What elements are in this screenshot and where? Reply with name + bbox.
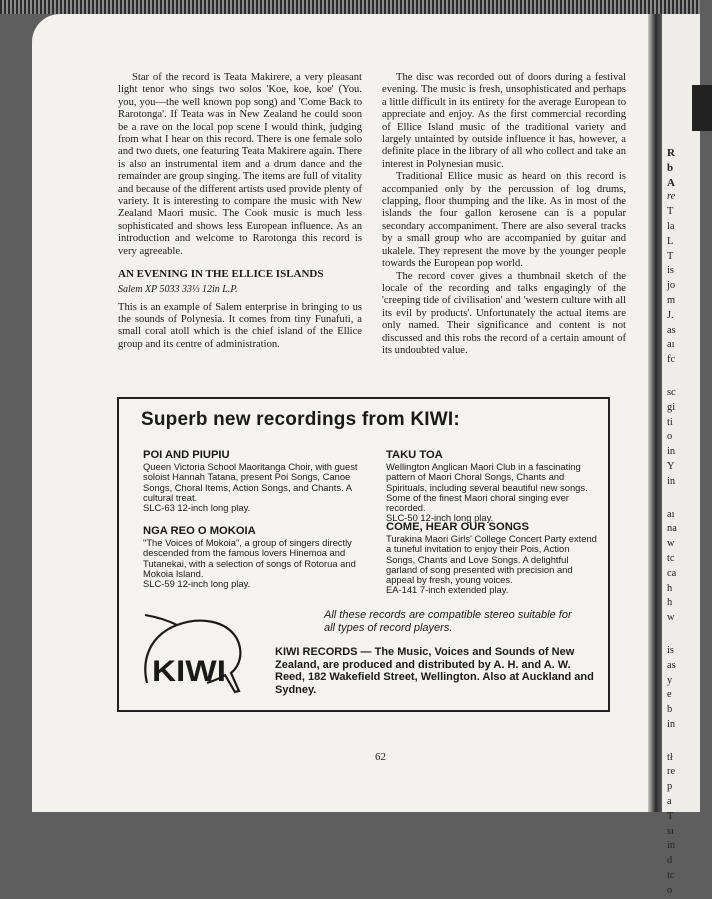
fragment: re	[667, 191, 676, 203]
right-article-column	[382, 72, 626, 357]
fragment: as	[667, 324, 676, 336]
next-page-edge	[662, 14, 700, 896]
ad-record-come-hear-our-songs	[386, 521, 600, 596]
fragment: aı	[667, 339, 675, 351]
fragment: h	[667, 597, 673, 609]
fragment: d	[667, 855, 673, 867]
fragment: is	[667, 265, 674, 277]
fragment: ti	[667, 416, 673, 428]
record-title: COME, HEAR OUR SONGS	[386, 521, 529, 533]
fragment: w	[667, 538, 675, 550]
kiwi-beak	[145, 615, 177, 625]
fragment: e	[667, 689, 672, 701]
fragment: na	[667, 523, 677, 535]
fragment	[667, 490, 707, 508]
fragment: la	[667, 220, 675, 232]
fragment: is	[667, 644, 674, 656]
record-catalog: EA-141 7-inch extended play.	[386, 584, 509, 596]
fragment: in	[667, 840, 676, 852]
ad-record-poi-and-piupiu	[143, 449, 358, 513]
record-title: TAKU TOA	[386, 449, 443, 461]
fragment	[667, 626, 707, 644]
ellice-catalog-line: Salem XP 5033 33⅓ 12in L.P.	[118, 284, 238, 296]
fragment: b	[667, 704, 673, 716]
page-number: 62	[375, 751, 386, 763]
ellice-music-paragraph: Traditional Ellice music as heard on this record is accompanied only by the percussion of log drums, clapping, floor thumping and the like. As in most of the islands the four gallon kerosene can is a popular secondary accompaniment. There are also several tracks by a small group who are accompanied by guitar and ukalele. They represent the move by the younger people towards the European pop world.	[382, 171, 626, 270]
fragment: L	[667, 235, 674, 247]
fragment: b	[667, 161, 674, 174]
fragment: aı	[667, 508, 675, 520]
record-catalog: SLC-63 12-inch long play.	[143, 502, 251, 514]
kiwi-logo-text: KIWI	[152, 655, 226, 688]
record-description: Queen Victoria School Maoritanga Choir, with guest soloist Hannah Tatana, present Poi Songs, Canoe Songs, Choral Items, Action Songs, and Chants. A cultural treat.	[143, 461, 358, 503]
ellice-intro-paragraph: This is an example of Salem enterprise in bringing to us the sounds of Polynesia. It comes from tiny Funafuti, a small coral atoll which is the chief island of the Ellice group and its centre of administration.	[118, 301, 362, 350]
fragment: sı	[667, 825, 674, 837]
kiwi-bird-logo	[139, 613, 249, 695]
record-catalog: SLC-50 12-inch long play.	[386, 512, 494, 524]
fragment: Y	[667, 460, 675, 472]
fragment: T	[667, 206, 674, 218]
fragment: w	[667, 612, 675, 624]
fragment	[667, 733, 707, 751]
fragment: ca	[667, 567, 677, 579]
fragment: tł	[667, 751, 673, 763]
next-page-text-fragments	[667, 146, 707, 899]
fragment: m	[667, 294, 676, 306]
fragment: in	[667, 475, 676, 487]
book-spine-gutter	[648, 14, 662, 812]
stereo-compatibility-note: All these records are compatible stereo suitable for all types of record players.	[324, 609, 572, 634]
record-description: Wellington Anglican Maori Club in a fascinating pattern of Maori Choral Songs, Chants and Spirituals, including several beautiful new songs. Some of the finest Maori choral singing ever recorded.	[386, 461, 588, 514]
fragment: y	[667, 674, 673, 686]
fragment: o	[667, 884, 673, 896]
fragment: as	[667, 659, 676, 671]
fragment: o	[667, 431, 673, 443]
fragment: gi	[667, 401, 676, 413]
fragment: A	[667, 176, 675, 189]
fragment: R	[667, 147, 675, 159]
ellice-review-heading: AN EVENING IN THE ELLICE ISLANDS	[118, 268, 324, 281]
fragment: jo	[667, 280, 676, 292]
fragment: p	[667, 781, 673, 793]
record-description: "The Voices of Mokoia", a group of singers directly descended from the famous lovers Hinemoa and Tutanekai, with a selection of songs of Rotorua and Mokoia Island.	[143, 537, 356, 579]
record-title: POI AND PIUPIU	[143, 449, 230, 461]
fragment: fc	[667, 354, 676, 366]
fragment: T	[667, 250, 674, 262]
record-title: NGA REO O MOKOIA	[143, 525, 256, 537]
fragment-body	[667, 205, 707, 898]
next-page-dark-block	[692, 85, 712, 131]
fragment: h	[667, 582, 673, 594]
record-description: Turakina Maori Girls' College Concert Party extend a tuneful invitation to enjoy their Pois, Action Songs, Chants and Love Songs. A delightful garland of song presented with precision and appeal by fresh, young voices.	[386, 533, 597, 586]
fragment: tc	[667, 552, 675, 564]
ad-record-nga-reo-o-mokoia	[143, 525, 358, 589]
kiwi-records-distribution-info: KIWI RECORDS — The Music, Voices and Sounds of New Zealand, are produced and distributed by A. H. and A. W. Reed, 182 Wakefield Street, Wellington. Also at Auckland and Sydney.	[275, 646, 594, 696]
record-catalog: SLC-59 12-inch long play.	[143, 578, 251, 590]
fragment: J.	[667, 309, 674, 321]
fragment: tc	[667, 870, 675, 882]
scan-top-edge	[0, 0, 700, 14]
fragment: re	[667, 766, 676, 778]
ad-record-taku-toa	[386, 449, 600, 524]
fragment: a	[667, 796, 672, 808]
kiwi-records-advertisement	[117, 397, 610, 712]
ad-headline: Superb new recordings from KIWI:	[141, 409, 460, 430]
fragment: in	[667, 718, 676, 730]
fragment: sc	[667, 386, 676, 398]
rarotonga-review-paragraph: Star of the record is Teata Makirere, a very pleasant light tenor who sings two solos 'Koe, koe, koe' (You. you, you—the well known pop song) and 'Come Back to Rarotonga'. If Teata was in New Zealand he could soon be a rave on the local pop scene I would think, judging from what I hear on this record. There is one female solo and two duets, one featuring Teata Makirere again. There is also an instrumental item and a drum dance and the remainder are group singing. The items are full of vitality and because of the different artists used provide plenty of variety. It is interesting to compare the music with New Zealand Maori music. The Cook music is much less sophisticated and shows less European influence. As an introduction and welcome to Rarotonga this record is very agreeable.	[118, 72, 362, 257]
fragment	[667, 368, 707, 386]
ellice-recording-paragraph: The disc was recorded out of doors during a festival evening. The music is fresh, unsophisticated and perhaps a little difficult in its entirety for the average European to appreciate and enjoy. As the first commercial recording of Ellice Island music of the traditional variety and largely untainted by outside influence it has, however, a definite place in the library of all who collect and take an interest in Polynesian music.	[382, 72, 626, 170]
fragment: T	[667, 810, 674, 822]
left-article-column	[118, 72, 362, 351]
fragment: in	[667, 446, 676, 458]
ellice-cover-paragraph: The record cover gives a thumbnail sketch of the locale of the recording and talks engagingly of the 'creeping tide of civilisation' and 'western culture with all its evil by products'. Unfortunately the actual items are only named. Their significance and content is not discussed and this robs the record of a certain amount of its undoubted value.	[382, 270, 626, 356]
